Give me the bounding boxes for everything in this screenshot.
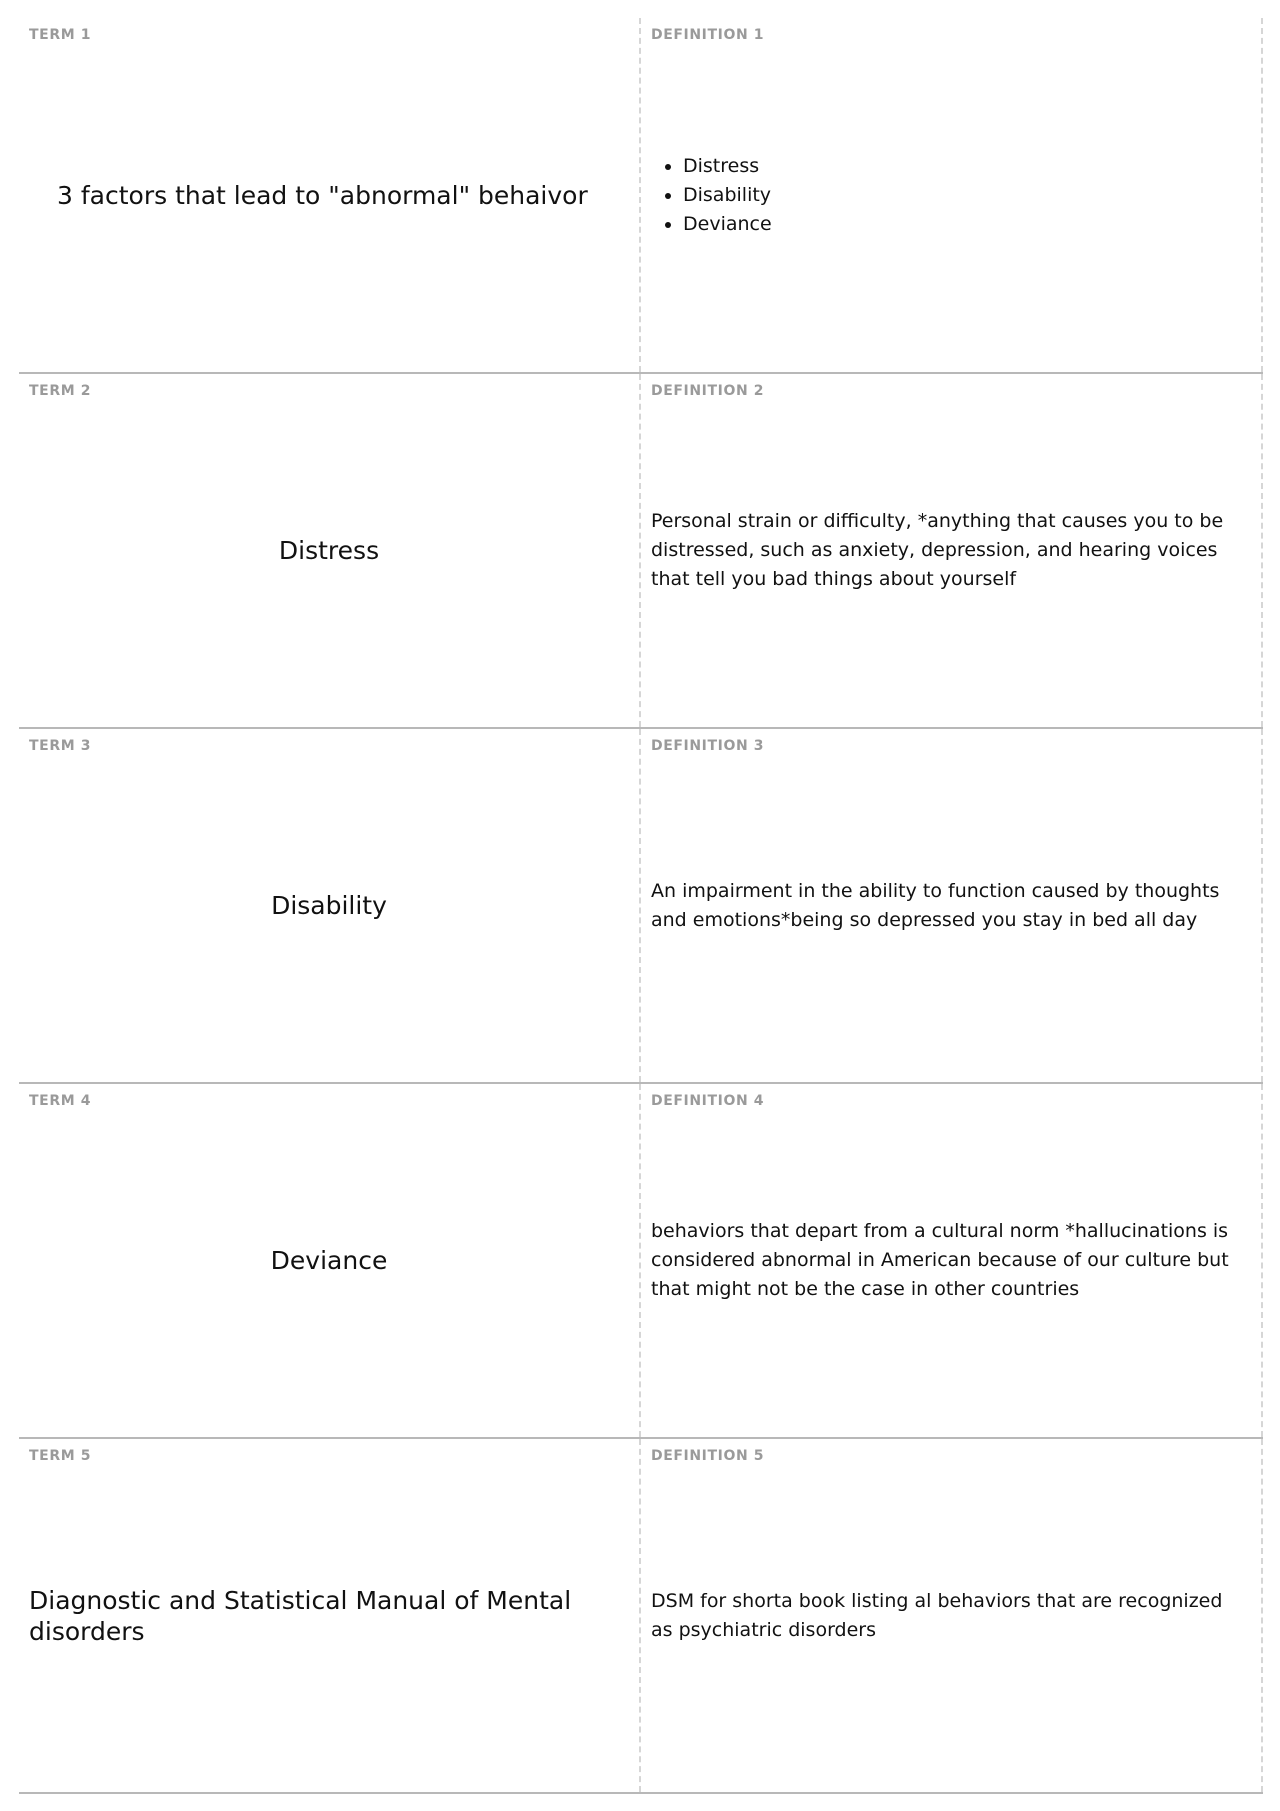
definition-label-5: DEFINITION 5 xyxy=(651,1448,765,1464)
definition-list-1 xyxy=(651,152,772,239)
definition-label-2: DEFINITION 2 xyxy=(651,383,765,399)
definition-cell-5 xyxy=(641,1439,1263,1792)
card-row-2 xyxy=(19,374,1263,729)
term-label-5: TERM 5 xyxy=(29,1448,92,1464)
flashcard-sheet xyxy=(19,18,1263,1794)
card-row-5 xyxy=(19,1439,1263,1794)
term-text-4: Deviance xyxy=(270,1246,388,1275)
term-label-4: TERM 4 xyxy=(29,1093,92,1109)
definition-list-item: • Distress xyxy=(683,152,772,181)
term-cell-4 xyxy=(19,1084,641,1437)
definition-label-4: DEFINITION 4 xyxy=(651,1093,765,1109)
definition-cell-1 xyxy=(641,18,1263,372)
definition-cell-3 xyxy=(641,729,1263,1082)
term-cell-2 xyxy=(19,374,641,727)
definition-cell-4 xyxy=(641,1084,1263,1437)
card-row-3 xyxy=(19,729,1263,1084)
definition-label-3: DEFINITION 3 xyxy=(651,738,765,754)
definition-list-item: • Deviance xyxy=(683,210,772,239)
term-cell-5 xyxy=(19,1439,641,1792)
card-row-1 xyxy=(19,18,1263,374)
term-text-3: Disability xyxy=(271,891,387,920)
definition-text-4: behaviors that depart from a cultural norm *hallucinations is considered abnormal in American because of our culture but that might not be the case in other countries xyxy=(651,1220,1229,1300)
term-label-2: TERM 2 xyxy=(29,383,92,399)
term-text-2: Distress xyxy=(278,536,380,565)
definition-label-1: DEFINITION 1 xyxy=(651,27,765,43)
term-text-5: Diagnostic and Statistical Manual of Mental disorders xyxy=(29,1585,572,1646)
definition-cell-2 xyxy=(641,374,1263,727)
term-label-3: TERM 3 xyxy=(29,738,92,754)
definition-text-2: Personal strain or difficulty, *anything that causes you to be distressed, such as anxiety, depression, and hearing voices that tell you bad things about yourself xyxy=(651,510,1224,590)
card-row-4 xyxy=(19,1084,1263,1439)
definition-text-1 xyxy=(651,18,1247,372)
term-cell-1 xyxy=(19,18,641,372)
term-label-1: TERM 1 xyxy=(29,27,92,43)
definition-text-3: An impairment in the ability to function caused by thoughts and emotions*being so depressed you stay in bed all day xyxy=(651,879,1220,931)
term-cell-3 xyxy=(19,729,641,1082)
term-text-1: 3 factors that lead to "abnormal" behaivor xyxy=(57,180,588,210)
definition-list-item: • Disability xyxy=(683,181,772,210)
definition-text-5: DSM for shorta book listing al behaviors that are recognized as psychiatric disorders xyxy=(651,1589,1223,1641)
